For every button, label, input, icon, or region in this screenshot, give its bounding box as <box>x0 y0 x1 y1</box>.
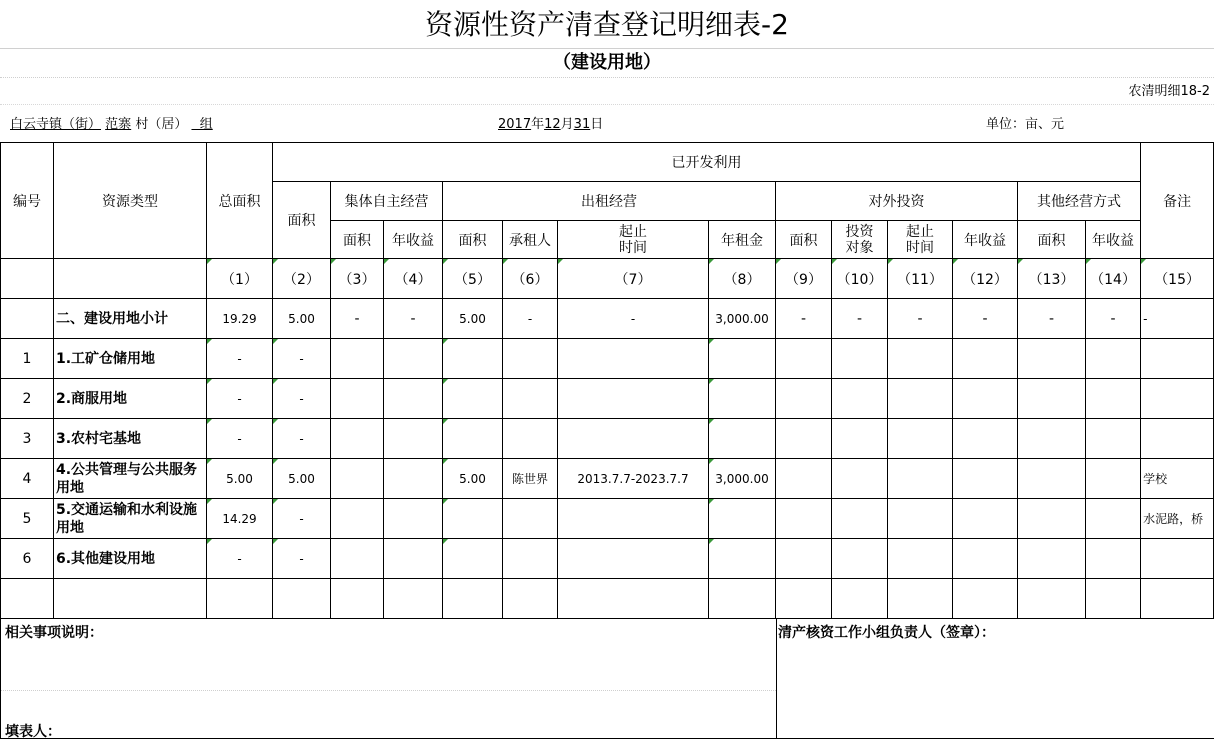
table-cell-c6 <box>503 419 558 459</box>
table-cell-total: 19.29 <box>207 299 273 339</box>
form-number: 农清明细18-2 <box>1128 84 1210 99</box>
date-day: 31 <box>573 117 591 132</box>
table-cell-c10 <box>832 419 888 459</box>
col-number: （8） <box>709 259 776 299</box>
group-name: 组 <box>191 117 213 132</box>
table-cell-c12: - <box>953 299 1018 339</box>
table-cell-total: 14.29 <box>207 499 273 539</box>
table-cell-c8: 3,000.00 <box>709 299 776 339</box>
table-cell-c3 <box>331 539 384 579</box>
table-cell-c9 <box>776 539 832 579</box>
table-cell-c11 <box>888 579 953 619</box>
location-info <box>10 112 213 138</box>
table-cell-c5 <box>443 339 503 379</box>
col-number: （11） <box>888 259 953 299</box>
date-year-suffix: 年 <box>531 117 545 132</box>
table-cell-c4: - <box>384 299 443 339</box>
responsible-label: 清产核资工作小组负责人（签章）： <box>778 625 995 641</box>
table-cell-c7 <box>558 379 709 419</box>
col-number: （13） <box>1018 259 1086 299</box>
table-cell-c6 <box>503 539 558 579</box>
col-number: （3） <box>331 259 384 299</box>
date-year: 2017 <box>498 117 532 132</box>
table-cell-c3: - <box>331 299 384 339</box>
table-cell-type: 5.交通运输和水利设施用地 <box>54 499 207 539</box>
table-cell-c14 <box>1086 339 1141 379</box>
table-cell-c11 <box>888 459 953 499</box>
table-cell-c6 <box>503 579 558 619</box>
table-cell-c10 <box>832 339 888 379</box>
table-cell-c4 <box>384 339 443 379</box>
header-developed: 已开发利用 <box>273 143 1141 182</box>
table-cell-c14 <box>1086 379 1141 419</box>
table-row <box>1 459 1214 499</box>
table-cell-c9 <box>776 379 832 419</box>
table-cell-total: - <box>207 539 273 579</box>
table-cell-no: 3 <box>1 419 54 459</box>
table-cell-c13 <box>1018 459 1086 499</box>
table-cell-no: 5 <box>1 499 54 539</box>
table-cell-c8: 3,000.00 <box>709 459 776 499</box>
table-cell-area: 5.00 <box>273 459 331 499</box>
table-cell-c7 <box>558 339 709 379</box>
table-cell-area <box>273 579 331 619</box>
header-self-income: 年收益 <box>384 221 443 259</box>
table-cell-c6: - <box>503 299 558 339</box>
table-row <box>1 339 1214 379</box>
table-cell-c6 <box>503 499 558 539</box>
col-number: （7） <box>558 259 709 299</box>
table-row <box>1 379 1214 419</box>
table-cell-c3 <box>331 419 384 459</box>
table-cell-c15 <box>1141 419 1214 459</box>
table-cell-c5 <box>443 379 503 419</box>
table-cell-c13 <box>1018 499 1086 539</box>
table-cell-c9 <box>776 339 832 379</box>
table-cell-c11: - <box>888 299 953 339</box>
table-cell-area: - <box>273 339 331 379</box>
table-cell-c14 <box>1086 579 1141 619</box>
col-number: （6） <box>503 259 558 299</box>
table-cell-c9 <box>776 499 832 539</box>
table-cell-c8 <box>709 579 776 619</box>
table-cell-c10 <box>832 379 888 419</box>
table-cell-c9: - <box>776 299 832 339</box>
table-cell-c10 <box>832 579 888 619</box>
table-row <box>1 419 1214 459</box>
table-cell-c7 <box>558 579 709 619</box>
page-subtitle: （建设用地） <box>0 49 1214 78</box>
header-total-area: 总面积 <box>207 143 273 259</box>
header-type: 资源类型 <box>54 143 207 259</box>
location-prefix: 白云寺镇（街） <box>10 117 102 132</box>
table-cell-c12 <box>953 499 1018 539</box>
table-cell-c14: - <box>1086 299 1141 339</box>
table-cell-c11 <box>888 339 953 379</box>
table-cell-c12 <box>953 579 1018 619</box>
col-number: （2） <box>273 259 331 299</box>
table-cell-area: - <box>273 539 331 579</box>
table-cell-type: 二、建设用地小计 <box>54 299 207 339</box>
header-other-income: 年收益 <box>1086 221 1141 259</box>
unit-label: 单位：亩、元 <box>986 117 1065 132</box>
notes-divider <box>1 690 776 691</box>
table-cell-no: 1 <box>1 339 54 379</box>
notes-area <box>1 618 777 738</box>
table-cell-c4 <box>384 499 443 539</box>
table-cell-c8 <box>709 379 776 419</box>
table-cell-c4 <box>384 459 443 499</box>
table-cell-c12 <box>953 459 1018 499</box>
table-row <box>1 539 1214 579</box>
header-invest-income: 年收益 <box>953 221 1018 259</box>
table-cell-c14 <box>1086 459 1141 499</box>
table-cell-c4 <box>384 379 443 419</box>
table-cell-c10 <box>832 499 888 539</box>
column-number-row <box>1 259 1214 299</box>
table-cell-c6 <box>503 339 558 379</box>
table-cell-c6 <box>503 379 558 419</box>
table-cell-c13 <box>1018 379 1086 419</box>
table-cell-c15 <box>1141 379 1214 419</box>
table-cell-total: - <box>207 339 273 379</box>
table-cell-c5 <box>443 499 503 539</box>
table-cell-type: 3.农村宅基地 <box>54 419 207 459</box>
header-other: 其他经营方式 <box>1018 182 1141 221</box>
table-cell-c10 <box>832 539 888 579</box>
table-cell-c11 <box>888 539 953 579</box>
table-cell-c7 <box>558 499 709 539</box>
table-cell-c9 <box>776 419 832 459</box>
table-cell-c5: 5.00 <box>443 299 503 339</box>
table-cell-no: 6 <box>1 539 54 579</box>
table-cell-c11 <box>888 499 953 539</box>
table-cell-c15: 学校 <box>1141 459 1214 499</box>
col-number: （5） <box>443 259 503 299</box>
date-month-suffix: 月 <box>560 117 574 132</box>
data-rows <box>1 299 1214 619</box>
table-cell-area: - <box>273 379 331 419</box>
table-cell-c4 <box>384 579 443 619</box>
table-cell-type <box>54 579 207 619</box>
village-suffix: 村（居） <box>135 117 188 132</box>
table-cell-c12 <box>953 419 1018 459</box>
table-cell-area: - <box>273 419 331 459</box>
table-cell-c14 <box>1086 499 1141 539</box>
notes-label: 相关事项说明： <box>5 625 103 641</box>
table-cell-c10 <box>832 459 888 499</box>
table-cell-c4 <box>384 419 443 459</box>
village-name: 范寨 <box>105 117 132 132</box>
table-cell-c5 <box>443 539 503 579</box>
table-cell-c15: 水泥路，桥 <box>1141 499 1214 539</box>
header-self-area: 面积 <box>331 221 384 259</box>
report-date <box>498 112 603 138</box>
table-cell-c13: - <box>1018 299 1086 339</box>
table-row <box>1 499 1214 539</box>
table-cell-type: 4.公共管理与公共服务用地 <box>54 459 207 499</box>
table-cell-c7 <box>558 539 709 579</box>
header-self-operated: 集体自主经营 <box>331 182 443 221</box>
table-cell-c8 <box>709 539 776 579</box>
table-cell-total: - <box>207 379 273 419</box>
col-number: （10） <box>832 259 888 299</box>
table-cell-c15 <box>1141 579 1214 619</box>
table-cell-c8 <box>709 339 776 379</box>
table-cell-no: 4 <box>1 459 54 499</box>
table-cell-c13 <box>1018 339 1086 379</box>
header-no: 编号 <box>1 143 54 259</box>
header-leased: 出租经营 <box>443 182 776 221</box>
table-cell-c3 <box>331 339 384 379</box>
table-cell-c8 <box>709 499 776 539</box>
table-cell-c13 <box>1018 579 1086 619</box>
col-number: （1） <box>207 259 273 299</box>
table-cell-total <box>207 579 273 619</box>
table-cell-no <box>1 579 54 619</box>
table-cell-c8 <box>709 419 776 459</box>
header-area: 面积 <box>273 182 331 259</box>
col-number: （14） <box>1086 259 1141 299</box>
table-cell-c5: 5.00 <box>443 459 503 499</box>
table-cell-c4 <box>384 539 443 579</box>
table-cell-c7: - <box>558 299 709 339</box>
header-annual-rent: 年租金 <box>709 221 776 259</box>
table-cell-c15: - <box>1141 299 1214 339</box>
table-cell-c12 <box>953 379 1018 419</box>
table-cell-c11 <box>888 379 953 419</box>
table-cell-c7 <box>558 419 709 459</box>
filler-label: 填表人： <box>5 724 61 740</box>
table-cell-c10: - <box>832 299 888 339</box>
col-number-cell <box>1 259 54 299</box>
footer-section <box>0 618 1214 739</box>
date-month: 12 <box>544 117 561 132</box>
table-row <box>1 579 1214 619</box>
table-cell-total: - <box>207 419 273 459</box>
table-cell-c9 <box>776 579 832 619</box>
table-cell-c14 <box>1086 419 1141 459</box>
col-number: （9） <box>776 259 832 299</box>
table-cell-c7: 2013.7.7-2023.7.7 <box>558 459 709 499</box>
header-lessee: 承租人 <box>503 221 558 259</box>
table-cell-area: - <box>273 499 331 539</box>
table-cell-c3 <box>331 579 384 619</box>
table-cell-c3 <box>331 499 384 539</box>
table-cell-c15 <box>1141 539 1214 579</box>
table-cell-c13 <box>1018 419 1086 459</box>
table-cell-c3 <box>331 459 384 499</box>
header-remark: 备注 <box>1141 143 1214 259</box>
table-cell-area: 5.00 <box>273 299 331 339</box>
table-cell-c3 <box>331 379 384 419</box>
date-day-suffix: 日 <box>590 117 604 132</box>
table-cell-type: 1.工矿仓储用地 <box>54 339 207 379</box>
table-cell-c5 <box>443 579 503 619</box>
table-cell-c5 <box>443 419 503 459</box>
table-cell-type: 6.其他建设用地 <box>54 539 207 579</box>
table-cell-c12 <box>953 539 1018 579</box>
table-cell-c6: 陈世界 <box>503 459 558 499</box>
header-invest-period: 起止 时间 <box>888 221 953 259</box>
table-cell-type: 2.商服用地 <box>54 379 207 419</box>
header-invest-area: 面积 <box>776 221 832 259</box>
header-lease-period: 起止 时间 <box>558 221 709 259</box>
header-lease-area: 面积 <box>443 221 503 259</box>
table-cell-c14 <box>1086 539 1141 579</box>
table-cell-c11 <box>888 419 953 459</box>
header-invest-target: 投资 对象 <box>832 221 888 259</box>
col-number-cell <box>54 259 207 299</box>
table-row <box>1 299 1214 339</box>
table-cell-c13 <box>1018 539 1086 579</box>
table-cell-c12 <box>953 339 1018 379</box>
resource-table <box>0 142 1214 619</box>
table-cell-no <box>1 299 54 339</box>
table-cell-c9 <box>776 459 832 499</box>
table-cell-total: 5.00 <box>207 459 273 499</box>
header-invest: 对外投资 <box>776 182 1018 221</box>
col-number: （4） <box>384 259 443 299</box>
header-other-area: 面积 <box>1018 221 1086 259</box>
col-number: （15） <box>1141 259 1214 299</box>
col-number: （12） <box>953 259 1018 299</box>
table-cell-no: 2 <box>1 379 54 419</box>
grid-divider <box>0 104 1214 105</box>
table-cell-c15 <box>1141 339 1214 379</box>
page-title: 资源性资产清查登记明细表-2 <box>0 0 1214 49</box>
